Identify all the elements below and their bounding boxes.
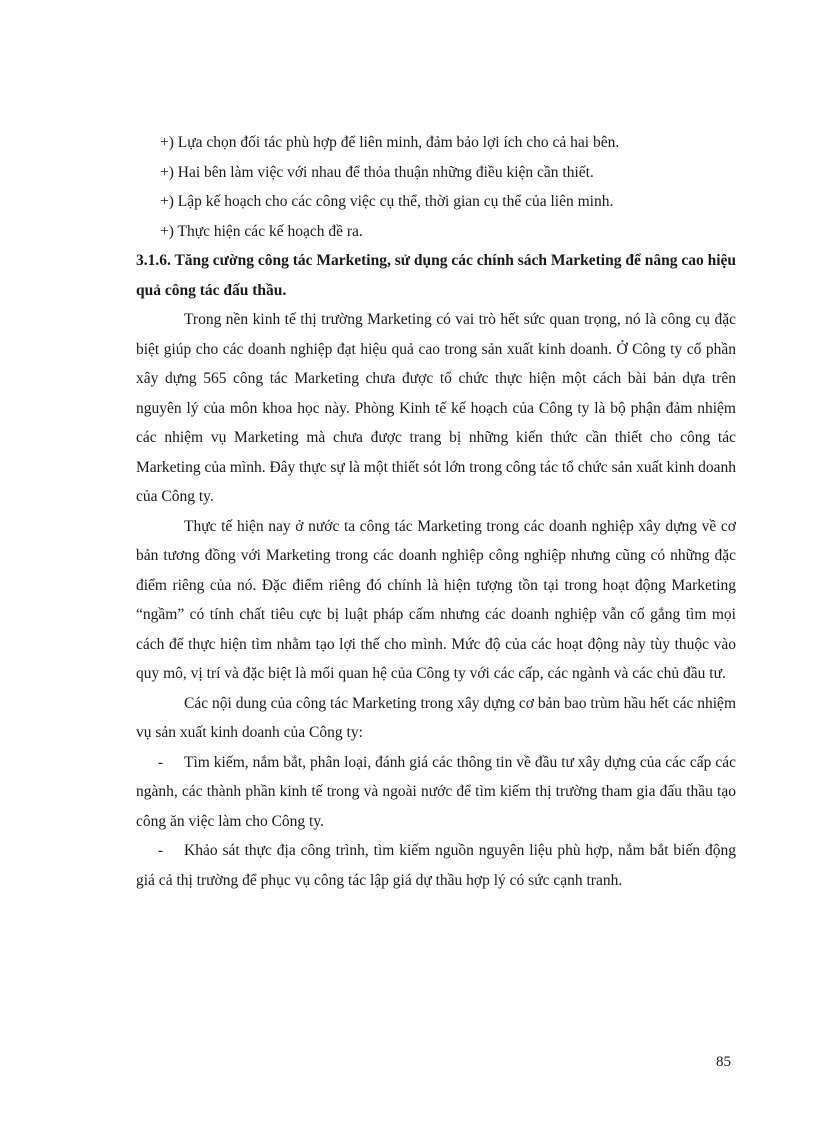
bullet-marker: - [158, 753, 164, 771]
bullet-text: Tìm kiếm, nắm bắt, phân loại, đánh giá các thông tin về đầu tư xây dựng của các cấp các ngành, các thành phần kinh tế trong và ngoài nước để tìm kiếm thị trường tham gia đấu thầu tạo công ăn việc làm cho Công ty. [136, 753, 736, 830]
bullet-text: Khảo sát thực địa công trình, tìm kiếm nguồn nguyên liệu phù hợp, nắm bắt biến động giá cả thị trường để phục vụ công tác lập giá dự thầu hợp lý có sức cạnh tranh. [136, 842, 736, 889]
plus-item: +) Hai bên làm việc với nhau để thỏa thuận những điều kiện cần thiết. [160, 163, 594, 181]
plus-item: +) Lựa chọn đối tác phù hợp để liên minh, đảm bảo lợi ích cho cả hai bên. [160, 134, 620, 151]
section-heading: 3.1.6. Tăng cường công tác Marketing, sử dụng các chính sách Marketing để nâng cao hiệu quả công tác đấu thầu. [136, 252, 737, 299]
bullet-item [136, 748, 736, 837]
plus-item: +) Lập kế hoạch cho các công việc cụ thể, thời gian cụ thể của liên minh. [160, 193, 614, 210]
page-number: 85 [716, 1054, 731, 1070]
document-page [136, 128, 736, 895]
paragraph: Trong nền kinh tế thị trường Marketing có vai trò hết sức quan trọng, nó là công cụ đặc biệt giúp cho các doanh nghiệp đạt hiệu quả cao trong sản xuất kinh doanh. Ở Công ty cổ phần xây dựng 565 công tác Marketing chưa được tổ chức thực hiện một cách bài bản dựa trên nguyên lý của môn khoa học này. Phòng Kinh tế kế hoạch của Công ty là bộ phận đảm nhiệm các nhiệm vụ Marketing mà chưa được trang bị những kiến thức cần thiết cho công tác Marketing của mình. Đây thực sự là một thiết sót lớn trong công tác tổ chức sản xuất kinh doanh của Công ty. [136, 311, 736, 505]
paragraph: Các nội dung của công tác Marketing trong xây dựng cơ bản bao trùm hầu hết các nhiệm vụ sản xuất kinh doanh của Công ty: [136, 694, 736, 741]
paragraph: Thực tế hiện nay ở nước ta công tác Marketing trong các doanh nghiệp xây dựng về cơ bản tương đồng với Marketing trong các doanh nghiệp công nghiệp nhưng cũng có những đặc điểm riêng của nó. Đặc điểm riêng đó chính là hiện tượng tồn tại trong hoạt động Marketing “ngầm” có tính chất tiêu cực bị luật pháp cấm nhưng các doanh nghiệp vẫn cố gắng tìm mọi cách để thực hiện tìm nhằm tạo lợi thế cho mình. Mức độ của các hoạt động này tùy thuộc vào quy mô, vị trí và đặc biệt là mối quan hệ của Công ty với các cấp, các ngành và các chủ đầu tư. [136, 517, 736, 682]
bullet-item [136, 836, 736, 895]
plus-item: +) Thực hiện các kế hoạch đề ra. [160, 222, 363, 240]
bullet-marker: - [158, 842, 164, 859]
